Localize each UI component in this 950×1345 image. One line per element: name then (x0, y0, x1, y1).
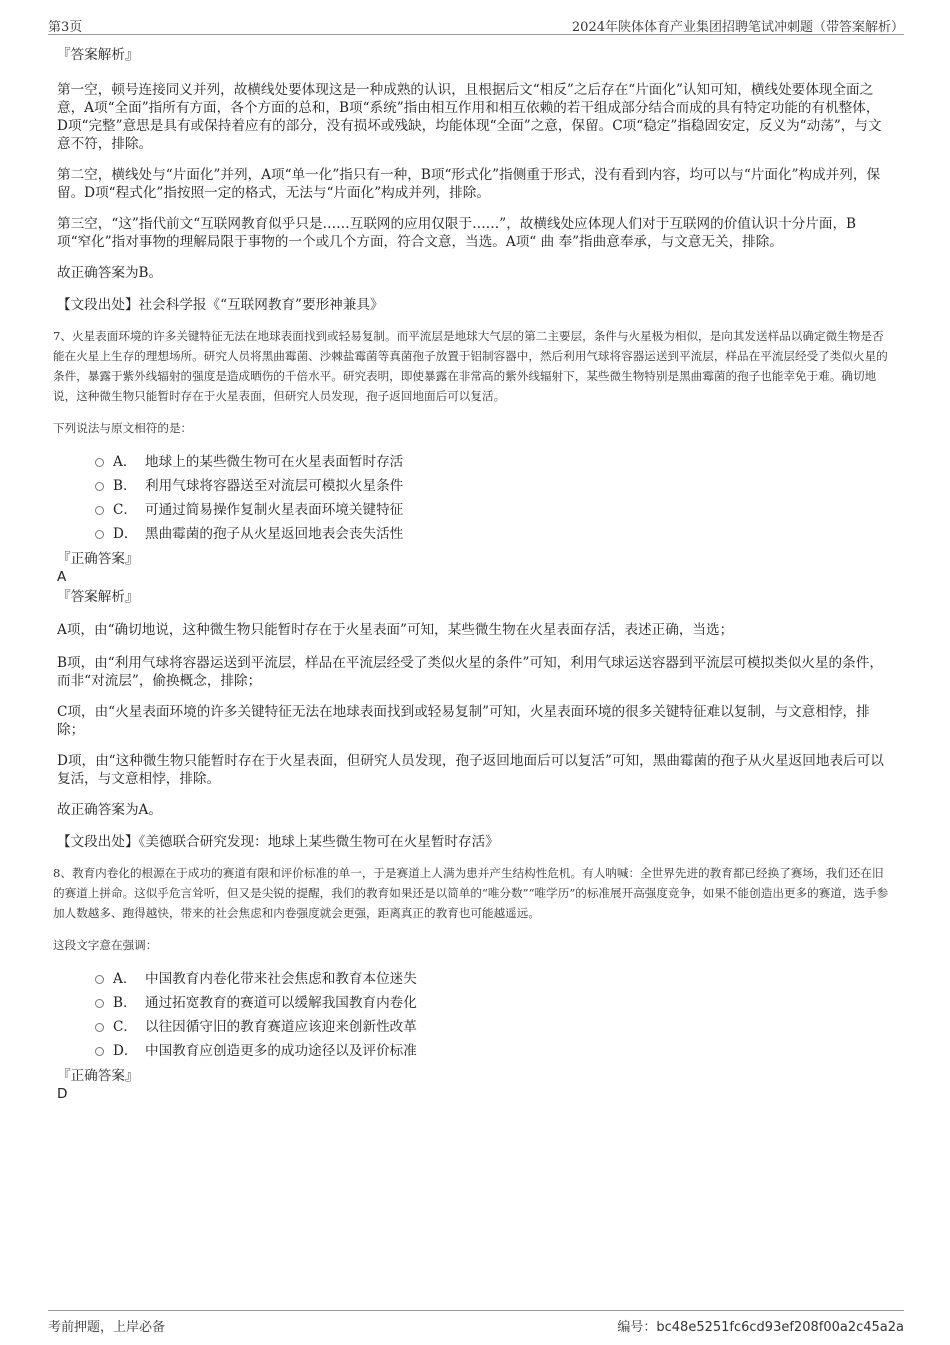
q7-source: 【文段出处】《美德联合研究发现：地球上某些微生物可在火星暂时存活》 (57, 834, 499, 850)
q8-option-d[interactable]: D． 中国教育应创造更多的成功途径以及评价标准 (57, 1039, 889, 1063)
q8-option-b[interactable]: B． 通过拓宽教育的赛道可以缓解我国教育内卷化 (57, 991, 889, 1015)
page-header (48, 14, 904, 35)
q7-option-a[interactable]: A． 地球上的某些微生物可在火星表面暂时存活 (57, 450, 889, 474)
document-title: 2024年陕体体育产业集团招聘笔试冲刺题（带答案解析） (571, 20, 904, 35)
q8-answer: D (57, 1086, 68, 1102)
q8-options (57, 967, 889, 1063)
footer-code (617, 1316, 904, 1335)
radio-icon[interactable] (95, 1047, 104, 1056)
q7-analysis-c: C项，由“火星表面环境的许多关键特征无法在地球表面找到或轻易复制”可知，火星表面环境的很多关键特征难以复制，与文意相悖，排除； (57, 704, 870, 738)
q8-stem: 8、教育内卷化的根源在于成功的赛道有限和评价标准的单一，于是赛道上人满为患并产生结构性危机。有人呐喊：全世界先进的教育都已经换了赛场，我们还在旧的赛道上拼命。这似乎危言耸听，但又是尖锐的提醒，我们的教育如果还是以简单的“唯分数”“唯学历”的标准展开高强度竞争，如果不能创造出更多的赛道，选手参加人数越多、跑得越快，带来的社会焦虑和内卷强度就会更强，距离真正的教育也可能越遥远。 (53, 866, 889, 920)
q6-source: 【文段出处】社会科学报《“互联网教育”要形神兼具》 (57, 297, 384, 313)
q6-conclusion: 故正确答案为B。 (57, 265, 163, 281)
radio-icon[interactable] (95, 530, 104, 539)
q6-analysis-para-1: 第一空，顿号连接同义并列，故横线处要体现这是一种成熟的认识，且根据后文“相反”之后存在“片面化”认知可知，横线处要体现全面之意，A项“全面”指所有方面，各个方面的总和，B项“系统”指由相互作用和相互依赖的若干组成部分结合而成的具有特定功能的有机整体，D项“完整”意思是具有或保持着应有的部分，没有损坏或残缺，均能体现“全面”之意，保留。C项“稳定”指稳固安定，反义为“动荡”，与文意不符，排除。 (57, 82, 882, 152)
footer-slogan: 考前押题，上岸必备 (48, 1320, 166, 1335)
q6-analysis-para-2: 第二空，横线处与“片面化”并列，A项“单一化”指只有一种，B项“形式化”指侧重于形式，没有看到内容，均可以与“片面化”构成并列，保留。D项“程式化”指按照一定的格式，无法与“片面化”构成并列，排除。 (57, 167, 881, 201)
q6-analysis-para-3: 第三空，“这”指代前文“互联网教育似乎只是……互联网的应用仅限于……”，故横线处应体现人们对于互联网的价值认识十分片面，B项“窄化”指对事物的理解局限于事物的一个或几个方面，符合文意，当选。A项“ 曲 奉”指曲意奉承，与文意无关，排除。 (57, 216, 857, 250)
q7-analysis-b: B项，由“利用气球将容器运送到平流层，样品在平流层经受了类似火星的条件”可知，利用气球运送容器到平流层可模拟类似火星的条件，而非“对流层”，偷换概念，排除； (57, 655, 883, 689)
page-content (53, 44, 889, 1103)
q7-stem: 7、火星表面环境的许多关键特征无法在地球表面找到或轻易复制。而平流层是地球大气层的第二主要层，条件与火星极为相似，是向其发送样品以确定微生物是否能在火星上生存的理想场所。研究人员将黑曲霉菌、沙棘盐霉菌等真菌孢子放置于铝制容器中，然后利用气球将容器运送到平流层，样品在平流层经受了类似火星的条件，暴露于紫外线辐射的强度是造成晒伤的千倍水平。研究表明，即使暴露在非常高的紫外线辐射下，某些微生物特别是黑曲霉菌的孢子也能幸免于难。确切地说，这种微生物只能暂时存在于火星表面，但研究人员发现，孢子返回地面后可以复活。 (53, 329, 888, 403)
radio-icon[interactable] (95, 975, 104, 984)
q7-options (57, 450, 889, 546)
radio-icon[interactable] (95, 999, 104, 1008)
q8-answer-label: 『正确答案』 (57, 1068, 139, 1084)
page-number: 第3页 (48, 20, 83, 35)
q7-analysis-a: A项，由“确切地说，这种微生物只能暂时存在于火星表面”可知，某些微生物在火星表面存活，表述正确，当选； (57, 622, 734, 638)
q8-prompt: 这段文字意在强调： (53, 938, 158, 952)
q8-option-c[interactable]: C． 以往因循守旧的教育赛道应该迎来创新性改革 (57, 1015, 889, 1039)
q7-prompt: 下列说法与原文相符的是： (53, 421, 193, 435)
q6-analysis-label: 『答案解析』 (57, 47, 139, 63)
page-footer (48, 1310, 904, 1335)
q7-option-b[interactable]: B． 利用气球将容器送至对流层可模拟火星条件 (57, 474, 889, 498)
q7-option-d[interactable]: D． 黑曲霉菌的孢子从火星返回地表会丧失活性 (57, 522, 889, 546)
q7-analysis-d: D项，由“这种微生物只能暂时存在于火星表面，但研究人员发现，孢子返回地面后可以复活”可知，黑曲霉菌的孢子从火星返回地表后可以复活，与文意相悖，排除。 (57, 753, 884, 787)
q7-answer-label: 『正确答案』 (57, 551, 139, 567)
q8-option-a[interactable]: A． 中国教育内卷化带来社会焦虑和教育本位迷失 (57, 967, 889, 991)
radio-icon[interactable] (95, 1023, 104, 1032)
radio-icon[interactable] (95, 458, 104, 467)
q7-analysis-label: 『答案解析』 (57, 589, 139, 605)
q7-option-c[interactable]: C． 可通过简易操作复制火星表面环境关键特征 (57, 498, 889, 522)
footer-code-value: bc48e5251fc6cd93ef208f00a2c45a2a (656, 1320, 904, 1335)
q7-conclusion: 故正确答案为A。 (57, 802, 162, 818)
q7-answer: A (57, 569, 67, 585)
radio-icon[interactable] (95, 482, 104, 491)
radio-icon[interactable] (95, 506, 104, 515)
footer-code-label: 编号： (617, 1320, 657, 1335)
